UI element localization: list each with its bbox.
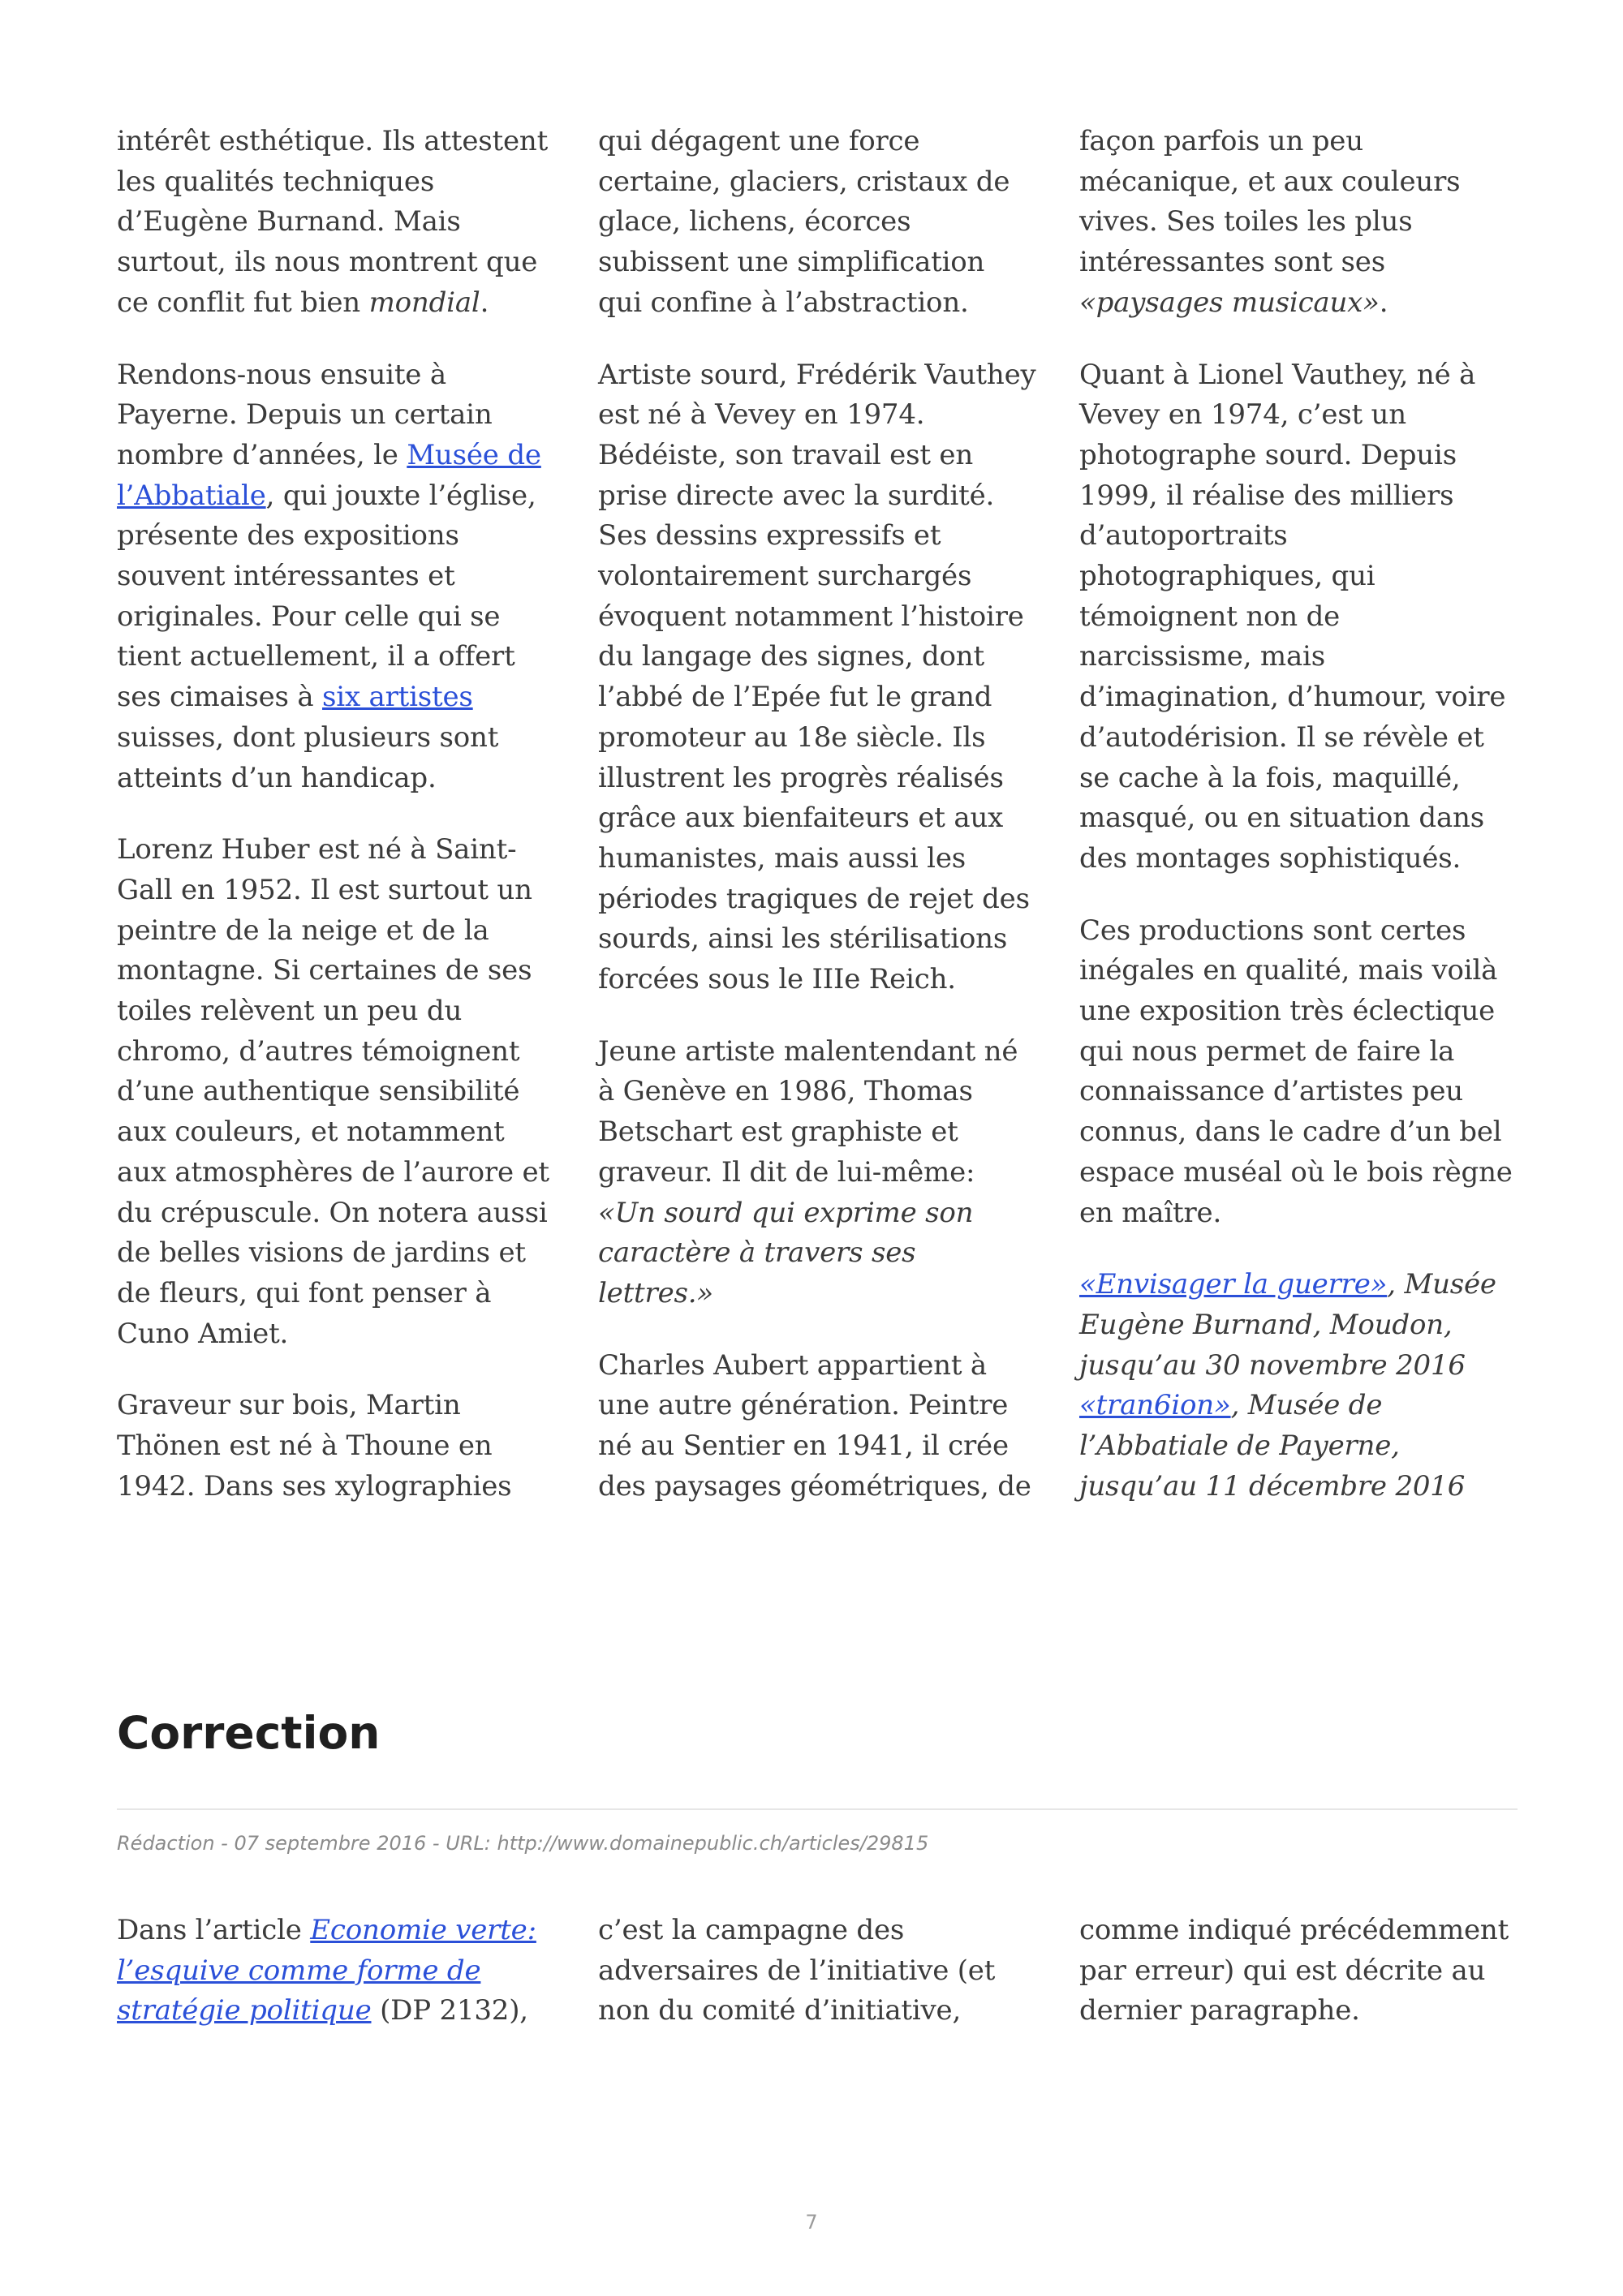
article-title: Correction [117,1707,381,1759]
paragraph: comme indiqué précédemment par erreur) qui est décrite au dernier paragraphe. [1079,1914,1509,2027]
column-3 [1079,122,1518,1507]
text-run: Jeune artiste malentendant né à Genève en 1986, Thomas Betschart est graphiste et graveur. Il dit de lui-même: [598,1034,1018,1189]
paragraph: Graveur sur bois, Martin Thönen est né à Thoune en 1942. Dans ses xylographies [117,1389,512,1503]
text-run: . [480,286,489,319]
text-run: Rendons-nous ensuite à Payerne. Depuis un certain nombre d’années, le [117,358,493,471]
paragraph: Quant à Lionel Vauthey, né à Vevey en 1974, c’est un photographe sourd. Depuis 1999, il réalise des milliers d’autoportraits photographiques, qui témoignent non de narcissisme, mais d’imagination, d’humour, voire d’autodérision. Il se révèle et se cache à la fois, maquillé, masqué, ou en situation dans des montages sophistiqués. [1079,358,1506,875]
text-run: , Musée Eugène Burnand, Moudon, jusqu’au 30 novembre 2016 [1079,1268,1496,1382]
article-meta: Rédaction - 07 septembre 2016 - URL: http://www.domainepublic.ch/articles/29815 [117,1832,929,1855]
column-1 [117,122,555,1507]
paragraph [598,1032,1036,1314]
paragraph: Ces productions sont certes inégales en qualité, mais voilà une exposition très éclectique qui nous permet de faire la connaissance d’artistes peu connus, dans le cadre d’un bel espace muséal où le bois règne en maître. [1079,914,1513,1229]
paragraph: Lorenz Huber est né à Saint-Gall en 1952. Il est surtout un peintre de la neige et de la montagne. Si certaines de ses toiles relèvent un peu du chromo, d’autres témoignent d’une authentique sensibilité aux couleurs, et notamment aux atmosphères de l’aurore et du crépuscule. On notera aussi de belles visions de jardins et de fleurs, qui font penser à Cuno Amiet. [117,833,549,1350]
divider [117,1808,1518,1810]
exhibition-info [1079,1265,1518,1507]
text-run: façon parfois un peu mécanique, et aux couleurs vives. Ses toiles les plus intéressantes sont ses [1079,125,1461,279]
paragraph: c’est la campagne des adversaires de l’initiative (et non du comité d’initiative, [598,1914,996,2027]
text-run: Dans l’article [117,1914,311,1946]
column-2 [598,1911,1036,2032]
column-3 [1079,1911,1518,2032]
paragraph [1079,122,1518,324]
text-run: (DP 2132), [371,1994,528,2027]
column-1 [117,1911,555,2032]
emphasis: mondial [368,286,480,319]
paragraph: Artiste sourd, Frédérik Vauthey est né à Vevey en 1974. Bédéiste, son travail est en prise directe avec la surdité. Ses dessins expressifs et volontairement surchargés évoquent notamment l’histoire du langage des signes, dont l’abbé de l’Epée fut le grand promoteur au 18e siècle. Ils illustrent les progrès réalisés grâce aux bienfaiteurs et aux humanistes, mais aussi les périodes tragiques de rejet des sourds, ainsi les stérilisations forcées sous le IIIe Reich. [598,358,1036,996]
link-six-artistes[interactable]: six artistes [322,681,473,714]
emphasis: «paysages musicaux» [1079,286,1380,319]
correction-columns [117,1911,1518,2032]
text-run: , qui jouxte l’église, présente des expositions souvent intéressantes et originales. Pour celle qui se tient actuellement, il a offert ses cimaises à [117,479,536,714]
link-musee-abbatiale[interactable]: Musée de l’Abbatiale [117,438,541,512]
quote: «Un sourd qui exprime son caractère à travers ses lettres.» [598,1196,974,1309]
text-run: suisses, dont plusieurs sont atteints d’un handicap. [117,720,499,794]
text-run: intérêt esthétique. Ils attestent les qualités techniques d’Eugène Burnand. Mais surtout, ils nous montrent que ce conflit fut bien [117,125,549,319]
text-run: , Musée de l’Abbatiale de Payerne, jusqu’au 11 décembre 2016 [1079,1389,1466,1503]
page-number: 7 [805,2211,818,2234]
link-envisager-la-guerre[interactable]: «Envisager la guerre» [1079,1268,1388,1301]
text-run: . [1379,286,1388,319]
paragraph [117,355,555,799]
paragraph: qui dégagent une force certaine, glaciers, cristaux de glace, lichens, écorces subissent une simplification qui confine à l’abstraction. [598,125,1010,319]
paragraph [117,1911,555,2032]
column-2 [598,122,1036,1507]
link-text: Economie verte: l’esquive comme forme de stratégie politique [117,1914,536,2027]
link-tran6ion[interactable]: «tran6ion» [1079,1389,1231,1422]
paragraph [117,122,555,324]
paragraph: Charles Aubert appartient à une autre génération. Peintre né au Sentier en 1941, il crée des paysages géométriques, de [598,1348,1031,1503]
article-columns [117,122,1518,1507]
